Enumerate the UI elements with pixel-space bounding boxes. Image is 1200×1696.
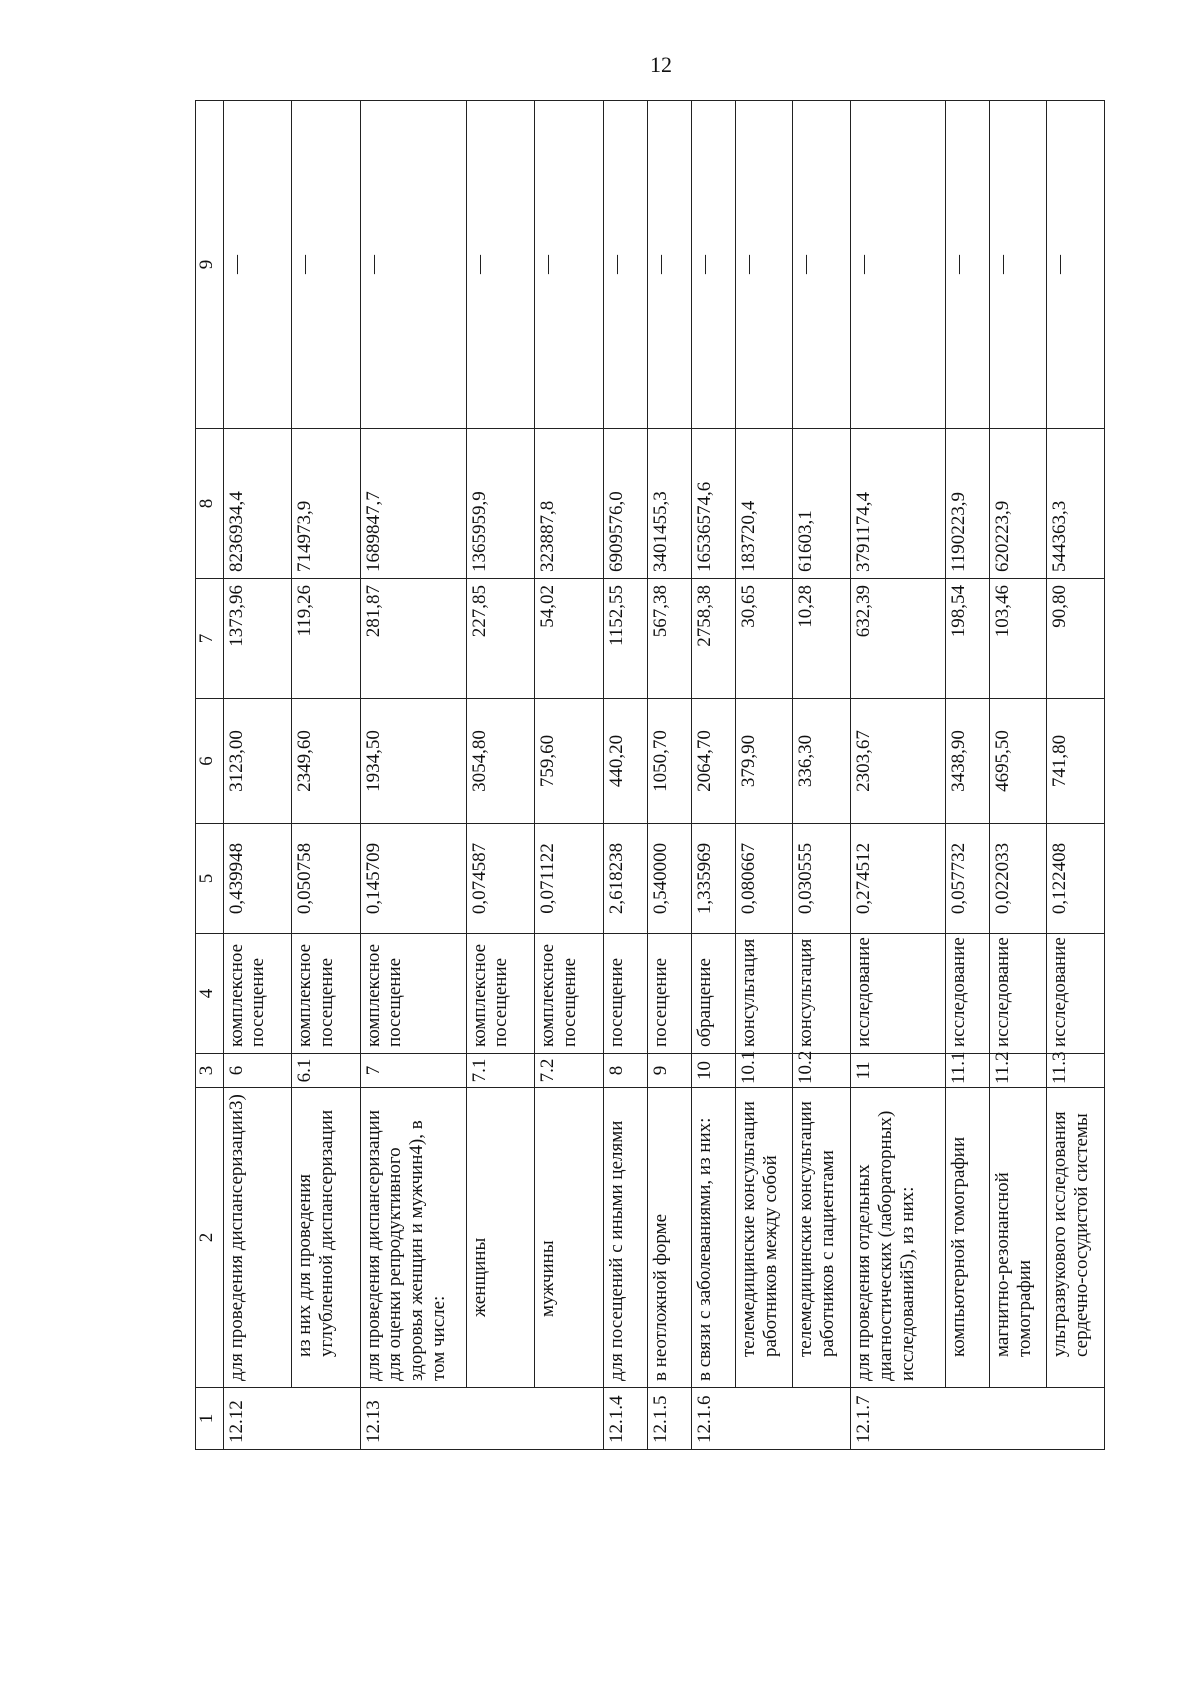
row-col9: — [793, 101, 850, 429]
row-per-capita: 1152,55 [603, 579, 647, 699]
row-unit: обращение [691, 934, 735, 1054]
row-norm-volume: 0,439948 [223, 824, 291, 934]
row-col9: — [647, 101, 691, 429]
row-per-capita: 30,65 [736, 579, 793, 699]
row-col9: — [945, 101, 989, 429]
row-norm-volume: 0,274512 [850, 824, 945, 934]
row-line-number: 6.1 [292, 1054, 360, 1088]
header-cell: 8 [196, 429, 224, 579]
row-per-capita: 54,02 [535, 579, 603, 699]
row-code [736, 1388, 793, 1450]
row-total-amount: 61603,1 [793, 429, 850, 579]
row-per-capita: 10,28 [793, 579, 850, 699]
table-row [691, 101, 735, 1450]
row-total-amount: 6909576,0 [603, 429, 647, 579]
row-line-number: 7 [360, 1054, 466, 1088]
row-name: телемедицинские консультации работников между собой [736, 1088, 793, 1388]
row-code [535, 1388, 603, 1450]
row-norm-cost: 2349,60 [292, 699, 360, 824]
row-norm-volume: 2,618238 [603, 824, 647, 934]
row-unit: консультация [736, 934, 793, 1054]
row-code [793, 1388, 850, 1450]
row-code: 12.1.4 [603, 1388, 647, 1450]
row-name: для проведения диспансеризации3) [223, 1088, 291, 1388]
header-cell: 7 [196, 579, 224, 699]
row-col9: — [1047, 101, 1105, 429]
table-row [466, 101, 534, 1450]
row-line-number: 11.1 [945, 1054, 989, 1088]
table-row [292, 101, 360, 1450]
row-code [990, 1388, 1047, 1450]
row-name: в связи с заболеваниями, из них: [691, 1088, 735, 1388]
row-unit: посещение [603, 934, 647, 1054]
table-row [793, 101, 850, 1450]
row-code [466, 1388, 534, 1450]
row-name: женщины [466, 1088, 534, 1388]
row-per-capita: 90,80 [1047, 579, 1105, 699]
row-line-number: 8 [603, 1054, 647, 1088]
row-unit: посещение [647, 934, 691, 1054]
row-total-amount: 544363,3 [1047, 429, 1105, 579]
header-cell: 5 [196, 824, 224, 934]
row-norm-cost: 2064,70 [691, 699, 735, 824]
row-line-number: 10 [691, 1054, 735, 1088]
table-row [945, 101, 989, 1450]
row-code [1047, 1388, 1105, 1450]
row-col9: — [603, 101, 647, 429]
row-norm-cost: 741,80 [1047, 699, 1105, 824]
row-code: 12.13 [360, 1388, 466, 1450]
row-code [945, 1388, 989, 1450]
row-per-capita: 198,54 [945, 579, 989, 699]
row-name: магнитно-резонансной томографии [990, 1088, 1047, 1388]
row-name: мужчины [535, 1088, 603, 1388]
rotated-table-wrapper [195, 100, 1105, 1450]
row-name: для проведения диспансеризации для оценки репродуктивного здоровья женщин и мужчин4), в том числе: [360, 1088, 466, 1388]
row-total-amount: 620223,9 [990, 429, 1047, 579]
header-row [196, 101, 224, 1450]
row-unit: комплексное посещение [466, 934, 534, 1054]
row-line-number: 11 [850, 1054, 945, 1088]
row-name: в неотложной форме [647, 1088, 691, 1388]
row-norm-cost: 1934,50 [360, 699, 466, 824]
row-total-amount: 16536574,6 [691, 429, 735, 579]
header-cell: 6 [196, 699, 224, 824]
row-line-number: 11.2 [990, 1054, 1047, 1088]
row-per-capita: 567,38 [647, 579, 691, 699]
row-unit: комплексное посещение [360, 934, 466, 1054]
row-norm-cost: 3123,00 [223, 699, 291, 824]
table-row [1047, 101, 1105, 1450]
data-table [195, 100, 1105, 1450]
row-norm-cost: 1050,70 [647, 699, 691, 824]
row-line-number: 11.3 [1047, 1054, 1105, 1088]
row-per-capita: 2758,38 [691, 579, 735, 699]
row-norm-volume: 0,050758 [292, 824, 360, 934]
table-row [360, 101, 466, 1450]
row-total-amount: 1190223,9 [945, 429, 989, 579]
row-col9: — [292, 101, 360, 429]
header-cell: 2 [196, 1088, 224, 1388]
row-total-amount: 323887,8 [535, 429, 603, 579]
table-row [736, 101, 793, 1450]
row-name: телемедицинские консультации работников с пациентами [793, 1088, 850, 1388]
table-body [196, 101, 1105, 1450]
row-norm-volume: 0,022033 [990, 824, 1047, 934]
row-total-amount: 3401455,3 [647, 429, 691, 579]
row-line-number: 7.2 [535, 1054, 603, 1088]
row-per-capita: 227,85 [466, 579, 534, 699]
row-total-amount: 8236934,4 [223, 429, 291, 579]
header-cell: 4 [196, 934, 224, 1054]
row-norm-volume: 0,145709 [360, 824, 466, 934]
row-code: 12.1.5 [647, 1388, 691, 1450]
header-cell: 9 [196, 101, 224, 429]
row-total-amount: 714973,9 [292, 429, 360, 579]
row-norm-cost: 759,60 [535, 699, 603, 824]
row-norm-cost: 4695,50 [990, 699, 1047, 824]
row-total-amount: 1689847,7 [360, 429, 466, 579]
row-unit: комплексное посещение [535, 934, 603, 1054]
row-norm-volume: 0,071122 [535, 824, 603, 934]
row-total-amount: 183720,4 [736, 429, 793, 579]
row-per-capita: 119,26 [292, 579, 360, 699]
row-line-number: 10.1 [736, 1054, 793, 1088]
row-line-number: 9 [647, 1054, 691, 1088]
row-col9: — [360, 101, 466, 429]
row-line-number: 10.2 [793, 1054, 850, 1088]
row-norm-cost: 3054,80 [466, 699, 534, 824]
row-norm-volume: 0,057732 [945, 824, 989, 934]
row-unit: комплексное посещение [292, 934, 360, 1054]
row-col9: — [736, 101, 793, 429]
row-unit: комплексное посещение [223, 934, 291, 1054]
row-col9: — [535, 101, 603, 429]
row-per-capita: 103,46 [990, 579, 1047, 699]
row-norm-cost: 440,20 [603, 699, 647, 824]
row-norm-volume: 0,122408 [1047, 824, 1105, 934]
page-number: 12 [650, 52, 672, 77]
row-total-amount: 3791174,4 [850, 429, 945, 579]
row-code: 12.1.7 [850, 1388, 945, 1450]
header-cell: 3 [196, 1054, 224, 1088]
row-name: из них для проведения углубленной диспансеризации [292, 1088, 360, 1388]
row-per-capita: 632,39 [850, 579, 945, 699]
row-code [292, 1388, 360, 1450]
row-col9: — [691, 101, 735, 429]
table-row [990, 101, 1047, 1450]
row-norm-volume: 0,540000 [647, 824, 691, 934]
row-col9: — [223, 101, 291, 429]
row-code: 12.12 [223, 1388, 291, 1450]
row-name: компьютерной томографии [945, 1088, 989, 1388]
row-norm-volume: 0,074587 [466, 824, 534, 934]
row-per-capita: 281,87 [360, 579, 466, 699]
row-name: для проведения отдельных диагностических (лабораторных) исследований5), из них: [850, 1088, 945, 1388]
row-total-amount: 1365959,9 [466, 429, 534, 579]
table-row [850, 101, 945, 1450]
row-unit: исследование [1047, 934, 1105, 1054]
row-unit: исследование [850, 934, 945, 1054]
row-norm-volume: 1,335969 [691, 824, 735, 934]
row-per-capita: 1373,96 [223, 579, 291, 699]
row-unit: исследование [945, 934, 989, 1054]
row-norm-cost: 3438,90 [945, 699, 989, 824]
row-line-number: 6 [223, 1054, 291, 1088]
row-norm-cost: 336,30 [793, 699, 850, 824]
row-name: для посещений с иными целями [603, 1088, 647, 1388]
table-row [603, 101, 647, 1450]
row-norm-volume: 0,030555 [793, 824, 850, 934]
row-col9: — [990, 101, 1047, 429]
row-unit: консультация [793, 934, 850, 1054]
row-name: ультразвукового исследования сердечно-сосудистой системы [1047, 1088, 1105, 1388]
row-norm-cost: 379,90 [736, 699, 793, 824]
header-cell: 1 [196, 1388, 224, 1450]
row-line-number: 7.1 [466, 1054, 534, 1088]
row-code: 12.1.6 [691, 1388, 735, 1450]
table-row [647, 101, 691, 1450]
table-row [535, 101, 603, 1450]
row-col9: — [850, 101, 945, 429]
row-col9: — [466, 101, 534, 429]
row-norm-cost: 2303,67 [850, 699, 945, 824]
row-unit: исследование [990, 934, 1047, 1054]
table-row [223, 101, 291, 1450]
row-norm-volume: 0,080667 [736, 824, 793, 934]
